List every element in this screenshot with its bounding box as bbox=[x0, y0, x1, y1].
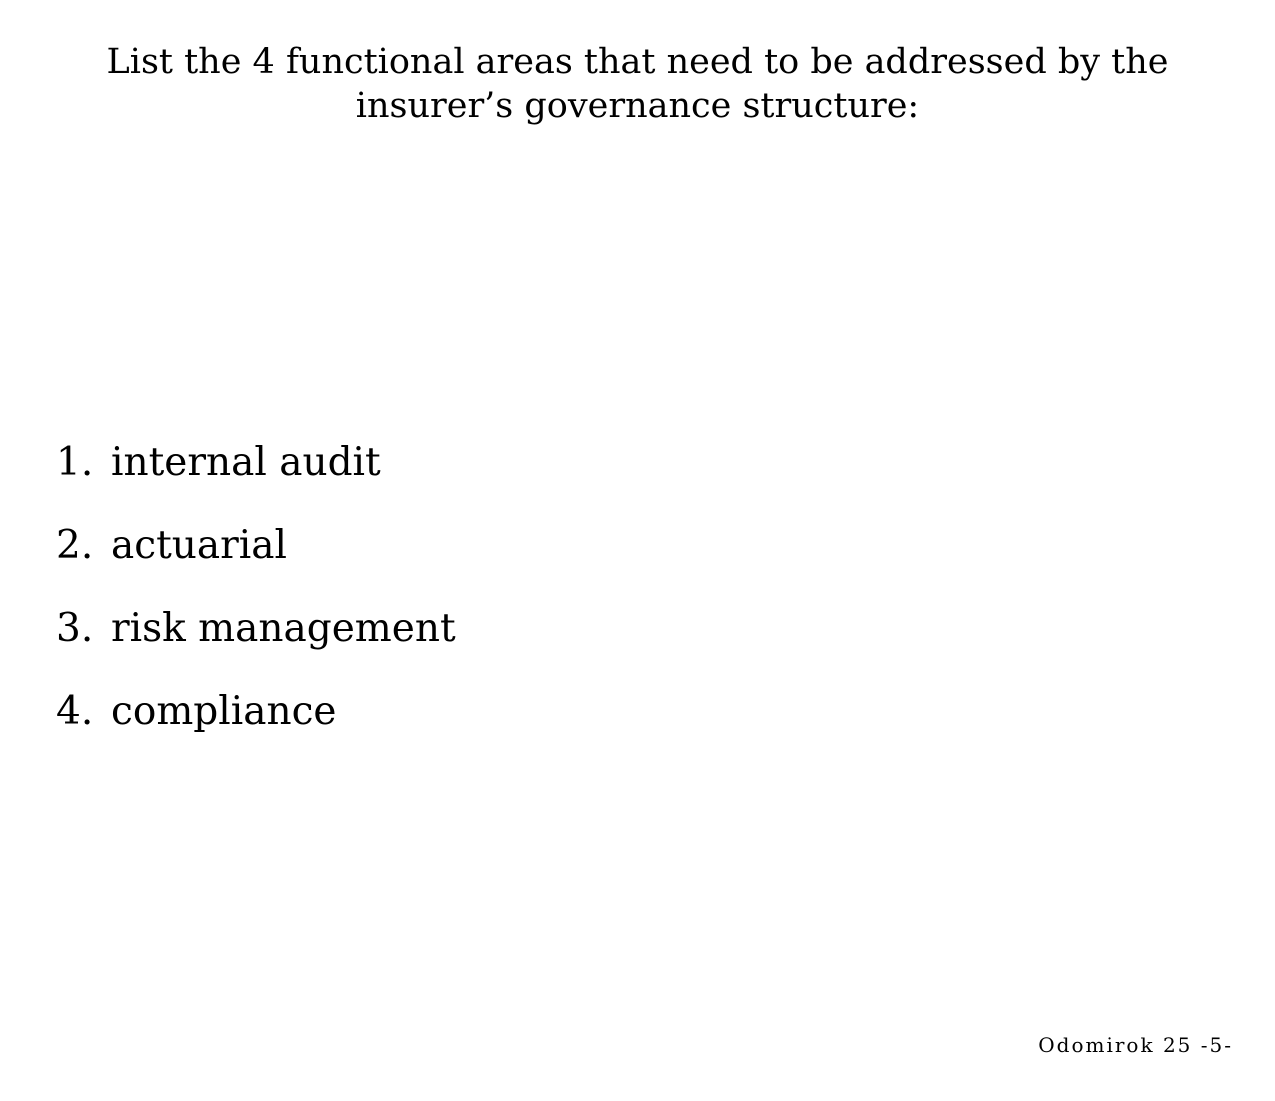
list-item bbox=[56, 438, 456, 521]
list-item bbox=[56, 521, 456, 604]
question-text: List the 4 functional areas that need to be addressed by the insurer’s governance structure: bbox=[106, 42, 1169, 126]
list-item bbox=[56, 604, 456, 687]
item-text: internal audit bbox=[111, 440, 381, 485]
answer-list bbox=[56, 438, 456, 770]
item-number: 4. bbox=[56, 689, 94, 734]
item-number: 1. bbox=[56, 440, 94, 485]
list-item bbox=[56, 687, 456, 770]
item-text: actuarial bbox=[111, 523, 287, 568]
item-text: risk management bbox=[111, 606, 456, 651]
item-text: compliance bbox=[111, 689, 337, 734]
item-number: 2. bbox=[56, 523, 94, 568]
page-footer: Odomirok 25 -5- bbox=[1038, 1033, 1233, 1057]
item-number: 3. bbox=[56, 606, 94, 651]
